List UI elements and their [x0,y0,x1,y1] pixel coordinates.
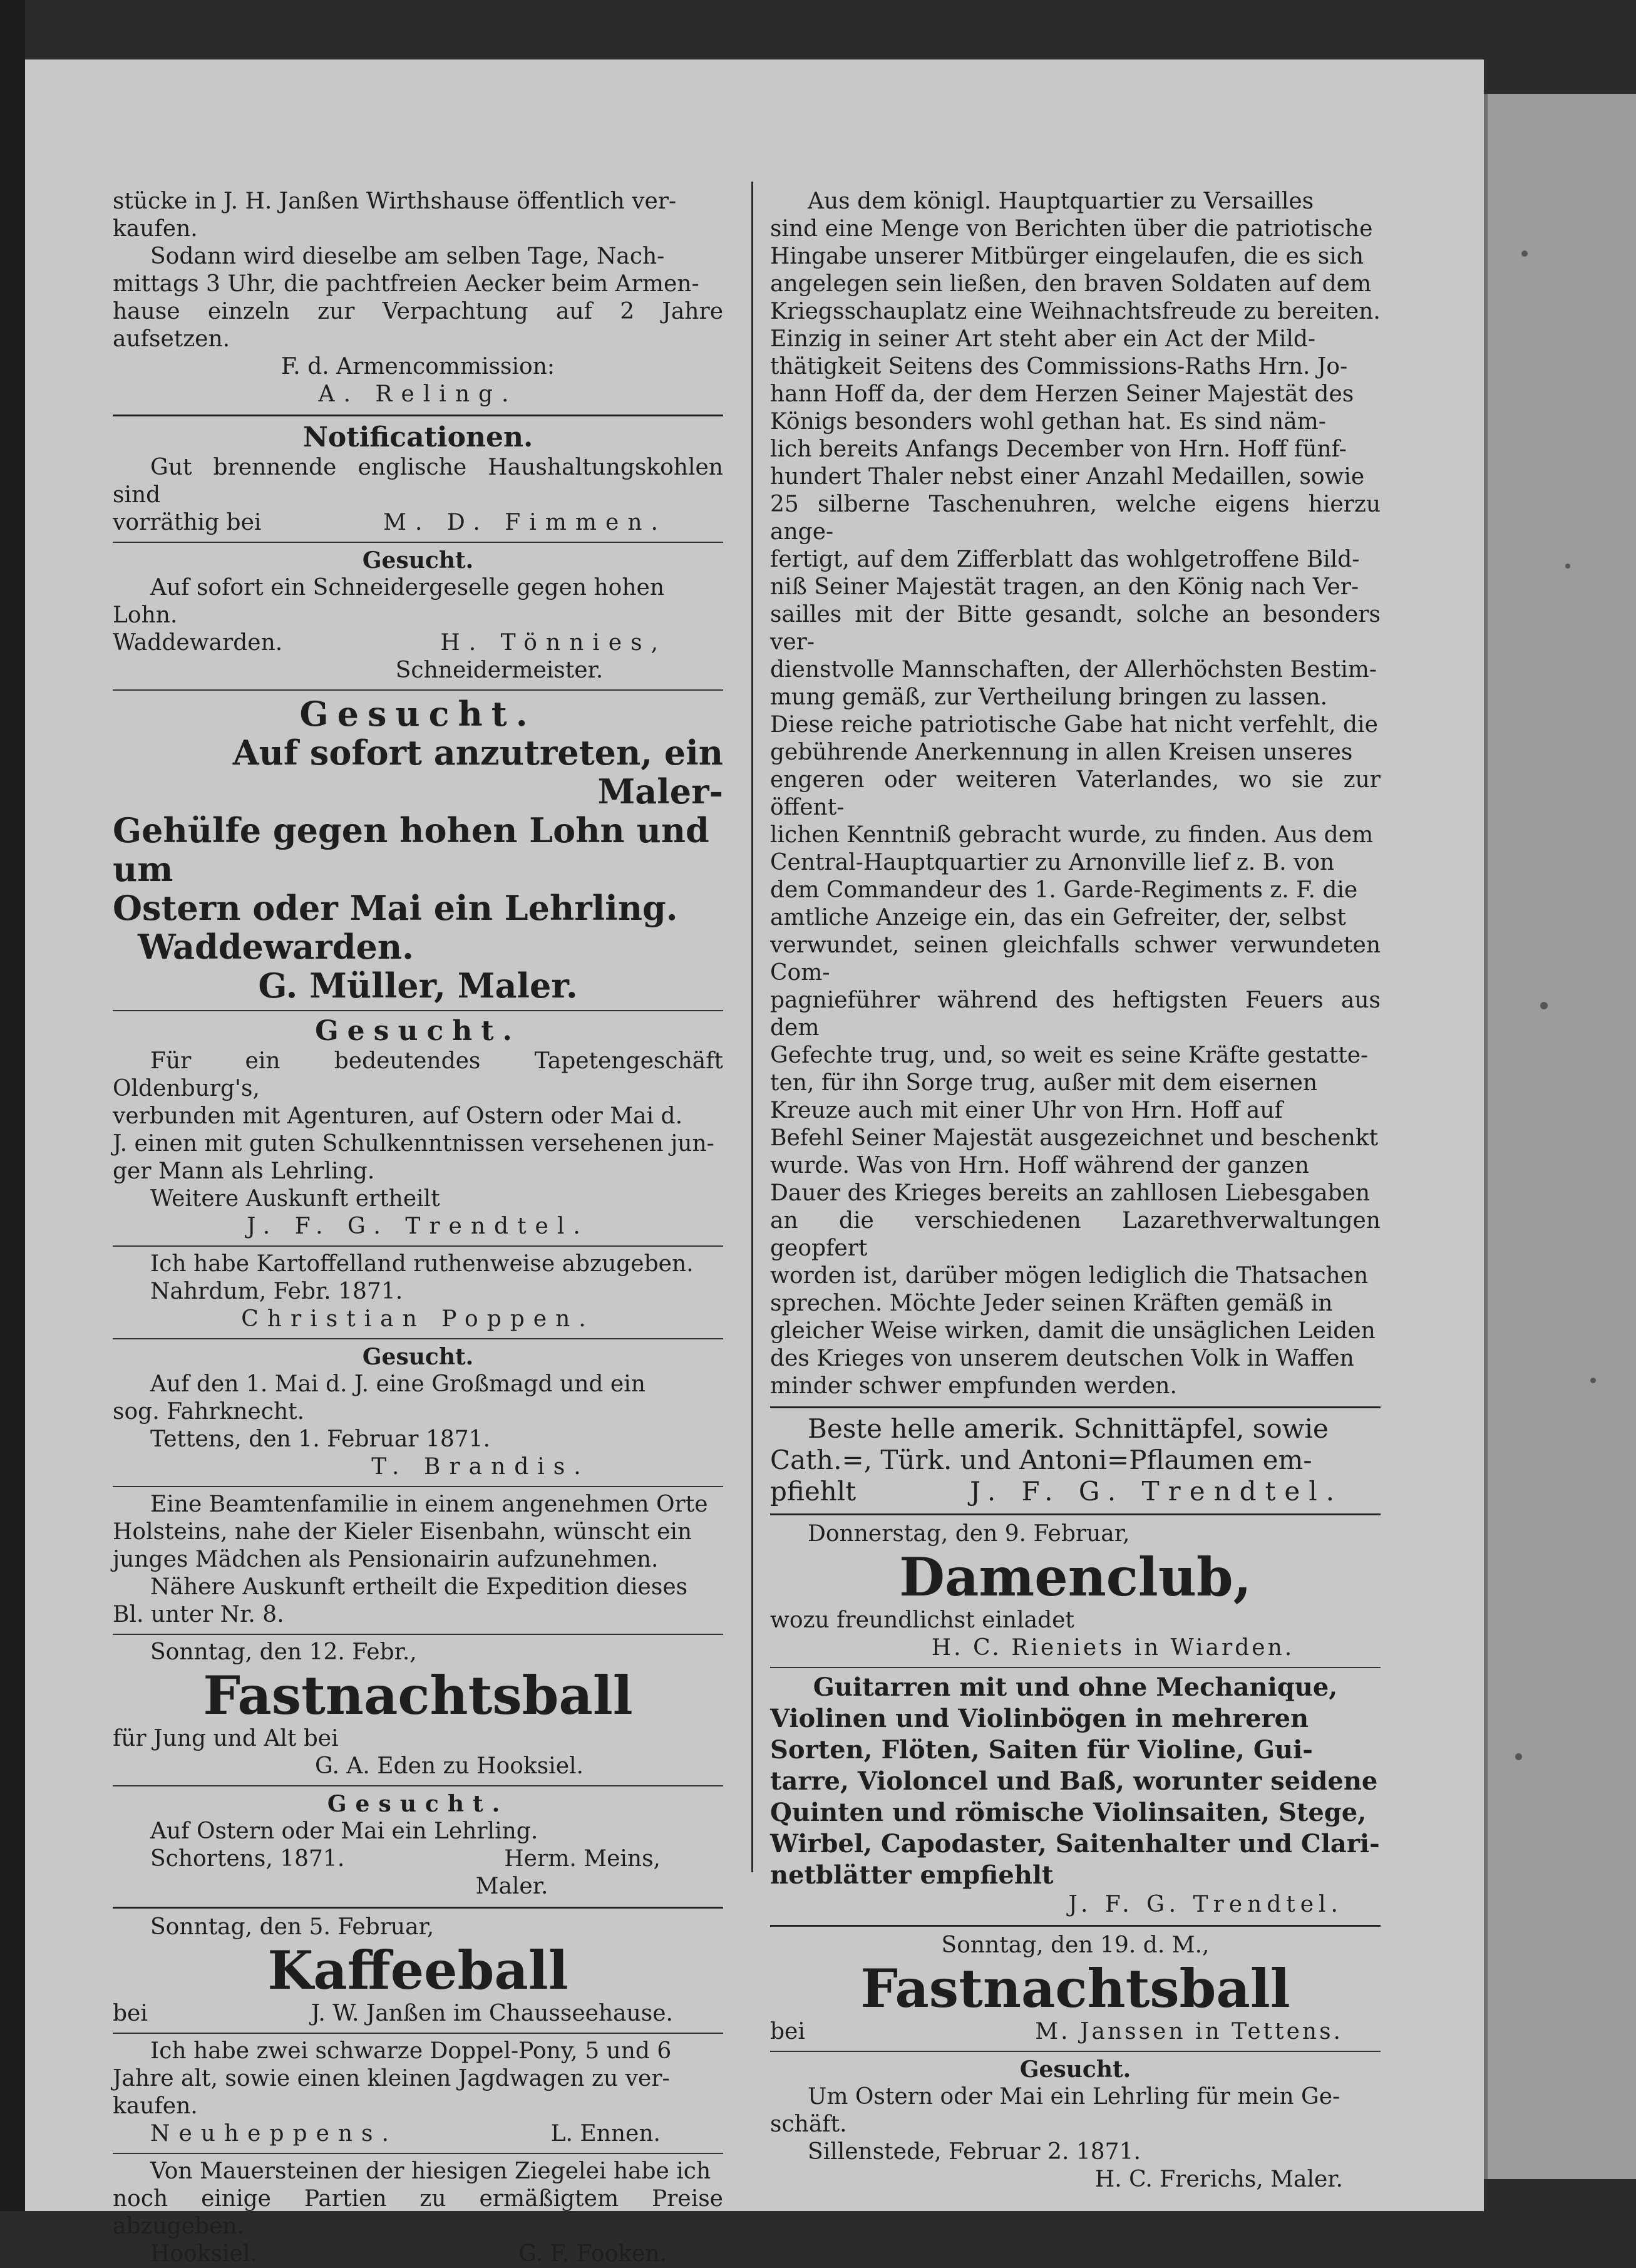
text-line: mittags 3 Uhr, die pachtfreien Aecker beim Armen- [113,271,699,297]
article-line: Königs besonders wohl gethan hat. Es sind näm- [770,409,1326,435]
text-line: Quinten und römische Violinsaiten, Stege, [770,1798,1367,1827]
article-line: Befehl Seiner Majestät ausgezeichnet und beschenkt [770,1125,1379,1151]
ad-rule [113,2153,723,2154]
text-line: Gut brennende englische Haushaltungskohlen sind [113,455,723,508]
article-line: hann Hoff da, der dem Herzen Seiner Majestät des [770,381,1354,407]
ad-line [770,1476,1381,1507]
article-line: lich bereits Anfangs December von Hrn. Hoff fünf- [770,436,1347,462]
text-line: verbunden mit Agenturen, auf Ostern oder Mai d. [113,1103,683,1129]
article-line: sind eine Menge von Berichten über die patriotische [770,216,1373,242]
signature: G. F. Fooken. [518,2241,667,2267]
text-line: Wirbel, Capodaster, Saitenhalter und Clari- [770,1829,1380,1858]
text-line: wozu freundlichst einladet [770,1607,1074,1633]
article-line: Gefechte trug, und, so weit es seine Kräfte gestatte- [770,1043,1369,1068]
text-line: Waddewarden. [138,927,414,967]
article-line: mung gemäß, zur Vertheilung bringen zu lassen. [770,684,1328,710]
ad-line [113,2240,723,2268]
article-line: Dauer des Krieges bereits an zahllosen Liebesgaben [770,1180,1371,1206]
text-line: bei [113,2001,148,2026]
text-line: Cath.=, Türk. und Antoni=Pflaumen em- [770,1445,1312,1475]
ad-line [113,509,723,537]
article-line: Diese reiche patriotische Gabe hat nicht verfehlt, die [770,712,1378,738]
text-line: Sorten, Flöten, Saiten für Violine, Gui- [770,1735,1313,1765]
article-line: gebührende Anerkennung in allen Kreisen unseres [770,740,1353,765]
article-line: fertigt, auf dem Zifferblatt das wohlgetroffene Bild- [770,547,1360,572]
signature: H. C. Rieniets in Wiarden. [931,1635,1295,1661]
signature: H. C. Frerichs, Maler. [1094,2167,1343,2192]
ad-heading: Gesucht. [299,694,537,734]
signature: J. W. Janßen im Chausseehause. [311,2001,673,2026]
article-line: amtliche Anzeige ein, das ein Gefreiter, der, selbst [770,905,1346,930]
text-line: tarre, Violoncel und Baß, worunter seidene [770,1766,1378,1796]
article-line: thätigkeit Seitens des Commissions-Raths Hrn. Jo- [770,354,1348,379]
text-line: kaufen. [113,216,198,242]
text-line: Ich habe zwei schwarze Doppel-Pony, 5 und 6 [150,2038,672,2064]
signature: G. A. Eden zu Hooksiel. [315,1753,584,1779]
ad-rule [113,1634,723,1635]
text-line: ger Mann als Lehrling. [113,1158,375,1184]
signature: T. Brandis. [371,1454,590,1480]
text-line: Um Ostern oder Mai ein Lehrling für mein Ge- [808,2084,1340,2110]
text-line: Weitere Auskunft ertheilt [150,1186,440,1212]
column-divider [751,182,753,1872]
event-title: Fastnachtsball [860,1957,1290,2019]
article-line: dem Commandeur des 1. Garde-Regiments z. F. die [770,877,1358,903]
text-line: Sonntag, den 5. Februar, [150,1914,435,1940]
text-line: Beste helle amerik. Schnittäpfel, sowie [808,1413,1329,1444]
article-line: Kreuze auch mit einer Uhr von Hrn. Hoff auf [770,1098,1283,1123]
article-line: sprechen. Möchte Jeder seinen Kräften gemäß in [770,1291,1333,1316]
ad-rule [113,1785,723,1786]
article-line: Einzig in seiner Art steht aber ein Act der Mild- [770,326,1316,352]
signature: Herm. Meins, [504,1846,661,1872]
text-line: Auf den 1. Mai d. J. eine Großmagd und ein [150,1371,646,1397]
ad-heading: Gesucht. [362,1344,474,1370]
text-line: Waddewarden. [113,630,283,656]
text-line: Holsteins, nahe der Kieler Eisenbahn, wünscht ein [113,1519,692,1545]
article-line: niß Seiner Majestät tragen, an den König nach Ver- [770,574,1359,600]
article-line: wurde. Was von Hrn. Hoff während der ganzen [770,1153,1309,1178]
ad-rule [113,2033,723,2034]
ad-line [113,1845,723,1873]
ad-line [113,2120,723,2148]
signature: J. F. G. Trendtel. [970,1476,1343,1507]
article-line: angelegen sein ließen, den braven Soldaten auf dem [770,271,1372,297]
signature: L. Ennen. [550,2121,661,2147]
text-line: für Jung und Alt bei [113,1726,339,1751]
ad-rule [113,1010,723,1011]
text-line: Nahrdum, Febr. 1871. [150,1279,403,1304]
ad-heading: Gesucht. [327,1791,509,1817]
section-rule [770,1513,1381,1515]
section-rule [113,1907,723,1909]
text-line: stücke in J. H. Janßen Wirthshause öffentlich ver- [113,188,677,214]
paper-speck [1590,1378,1596,1383]
signature: A. Reling. [318,381,518,407]
paper-speck [1515,1753,1522,1760]
article-line: Aus dem königl. Hauptquartier zu Versailles [808,188,1314,214]
event-title: Kaffeeball [267,1939,568,2001]
right-column [770,188,1381,2193]
ad-line [113,2000,723,2028]
ad-rule [113,1486,723,1487]
article-line: pagnieführer während des heftigsten Feuers aus dem [770,987,1381,1041]
article-line: des Krieges von unserem deutschen Volk in Waffen [770,1346,1354,1371]
section-rule [770,1406,1381,1408]
text-line: Donnerstag, den 9. Februar, [808,1521,1130,1547]
paper-speck [1521,250,1528,257]
paper-speck [1565,564,1570,569]
signature: F. d. Armencommission: [280,354,555,379]
signature: J. F. G. Trendtel. [247,1214,589,1239]
ad-heading: Gesucht. [1019,2056,1131,2083]
signature: H. Tönnies, [440,630,667,656]
text-line: Neuheppens. [150,2121,398,2147]
text-line: Von Mauersteinen der hiesigen Ziegelei habe ich [150,2158,711,2184]
ad-rule [113,1245,723,1247]
signature: J. F. G. Trendtel. [1068,1892,1343,1917]
text-line: kaufen. [113,2093,198,2119]
text-line: Schneidermeister. [395,657,604,683]
article-line: 25 silberne Taschenuhren, welche eigens hierzu ange- [770,492,1381,545]
ad-rule [113,1338,723,1339]
ad-heading: Gesucht. [315,1015,521,1047]
article-line: ten, für ihn Sorge trug, außer mit dem eisernen [770,1070,1318,1096]
article-line: verwundet, seinen gleichfalls schwer verwundeten Com- [770,932,1381,986]
text-line: Sonntag, den 19. d. M., [941,1932,1210,1958]
article-line: Hingabe unserer Mitbürger eingelaufen, die es sich [770,244,1364,269]
signature: G. Müller, Maler. [258,966,578,1006]
text-line: Auf sofort ein Schneidergeselle gegen hohen Lohn. [113,575,665,628]
text-line: Eine Beamtenfamilie in einem angenehmen Orte [150,1492,708,1517]
text-line: Maler. [475,1874,548,1899]
article-line: lichen Kenntniß gebracht wurde, zu finden. Aus dem [770,822,1374,848]
ad-line [770,2018,1381,2046]
article-line: engeren oder weiteren Vaterlandes, wo sie zur öffent- [770,767,1381,820]
text-line: Bl. unter Nr. 8. [113,1602,284,1627]
page-stack-edge [1484,94,1636,2179]
text-line: Sodann wird dieselbe am selben Tage, Nach- [150,244,665,269]
article-line: an die verschiedenen Lazarethverwaltungen geopfert [770,1208,1381,1261]
text-line: vorräthig bei [113,510,262,535]
article-line: sailles mit der Bitte gesandt, solche an besonders ver- [770,602,1381,655]
text-line: Ich habe Kartoffelland ruthenweise abzugeben. [150,1251,694,1277]
article-line: Central-Hauptquartier zu Arnonville lief z. B. von [770,850,1335,875]
signature: M. D. Fimmen. [383,510,667,535]
text-line: Nähere Auskunft ertheilt die Expedition dieses [150,1574,688,1600]
article-line: minder schwer empfunden werden. [770,1373,1177,1399]
text-line: schäft. [770,2111,847,2137]
text-line: sog. Fahrknecht. [113,1399,305,1425]
text-line: Sonntag, den 12. Febr., [150,1639,417,1665]
text-line: Sillenstede, Februar 2. 1871. [808,2139,1141,2165]
section-heading: Notificationen. [302,421,533,453]
left-column [113,188,723,2268]
ad-rule [770,2051,1381,2052]
text-line: Auf sofort anzutreten, ein Maler- [232,733,723,812]
text-line: junges Mädchen als Pensionairin aufzunehmen. [113,1547,659,1572]
event-title: Fastnachtsball [203,1664,633,1726]
text-line: hause einzeln zur Verpachtung auf 2 Jahre aufsetzen. [113,299,723,352]
article-line: hundert Thaler nebst einer Anzahl Medaillen, sowie [770,464,1365,490]
text-line: noch einige Partien zu ermäßigtem Preise abzugeben. [113,2186,723,2239]
article-line: Kriegsschauplatz eine Weihnachtsfreude zu bereiten. [770,299,1381,324]
article-line: dienstvolle Mannschaften, der Allerhöchsten Bestim- [770,657,1377,683]
text-line: J. einen mit guten Schulkenntnissen versehenen jun- [113,1131,714,1157]
ad-rule [770,1667,1381,1668]
article-line: worden ist, darüber mögen lediglich die Thatsachen [770,1263,1369,1289]
text-line: bei [770,2019,805,2044]
text-line: Guitarren mit und ohne Mechanique, [813,1673,1338,1702]
signature: Christian Poppen. [241,1306,595,1332]
text-line: Ostern oder Mai ein Lehrling. [113,888,678,928]
ad-line [113,629,723,657]
text-line: Schortens, 1871. [150,1846,345,1872]
text-line: Auf Ostern oder Mai ein Lehrling. [150,1818,538,1844]
text-line: Für ein bedeutendes Tapetengeschäft Oldenburg's, [113,1048,723,1101]
section-rule [770,1925,1381,1927]
left-binding-edge [0,0,25,2211]
text-line: Violinen und Violinbögen in mehreren [770,1704,1309,1733]
section-rule [113,415,723,416]
text-line: pfiehlt [770,1476,857,1507]
text-line: netblätter empfiehlt [770,1860,1054,1890]
signature: M. Janssen in Tettens. [1035,2019,1343,2044]
event-title: Damenclub, [899,1546,1252,1608]
article-line: gleicher Weise wirken, damit die unsäglichen Leiden [770,1318,1376,1344]
text-line: Gehülfe gegen hohen Lohn und um [113,810,709,889]
ad-rule [113,689,723,691]
text-line: Tettens, den 1. Februar 1871. [150,1426,491,1452]
ad-rule [113,542,723,543]
paper-speck [1540,1002,1548,1009]
text-line: Hooksiel. [150,2241,257,2267]
ad-heading: Gesucht. [362,547,474,574]
text-line: Jahre alt, sowie einen kleinen Jagdwagen zu ver- [113,2066,670,2091]
